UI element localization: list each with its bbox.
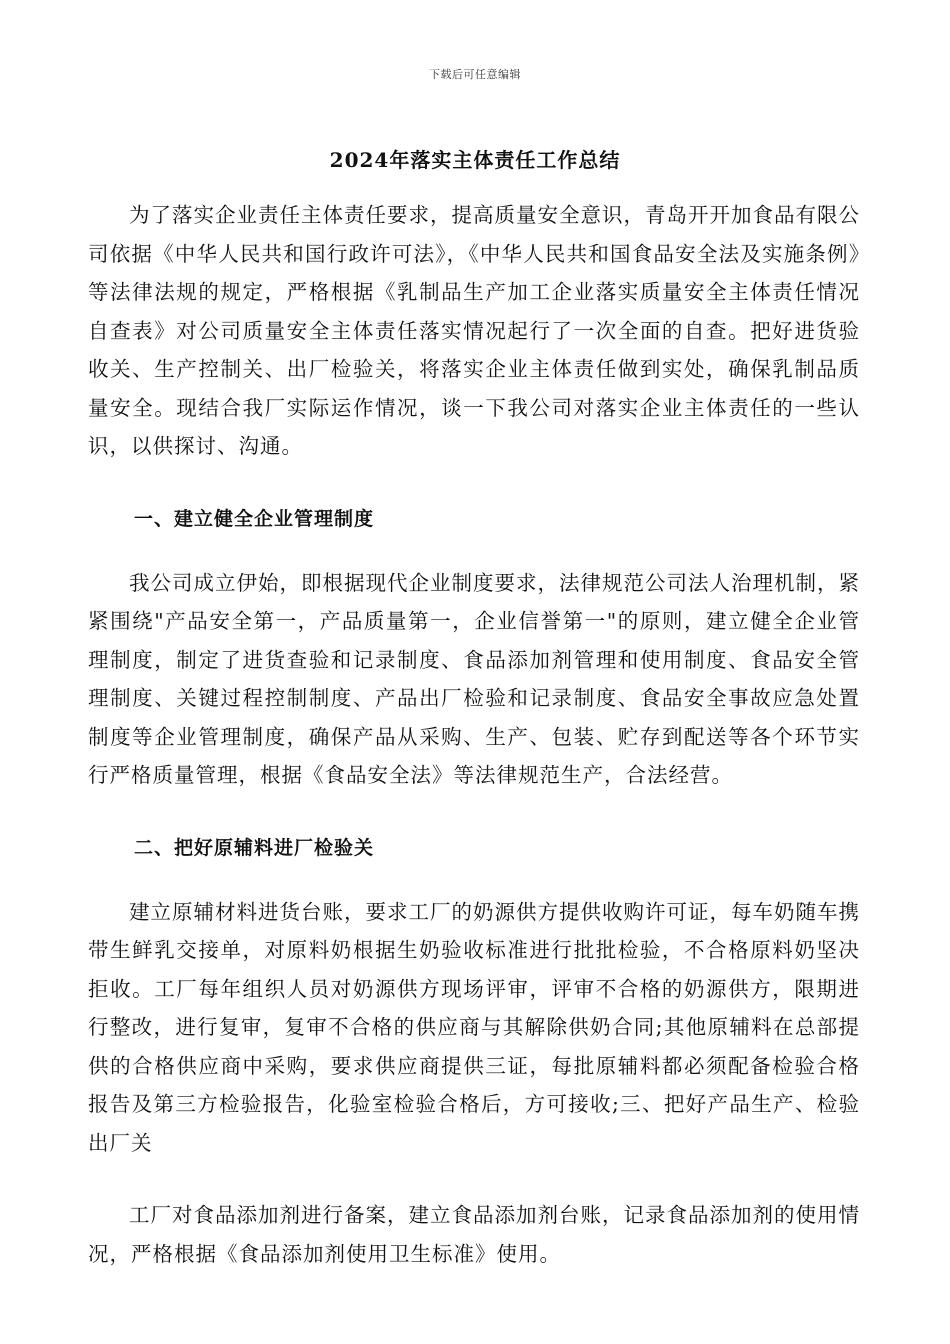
- section-3-paragraph: 工厂对食品添加剂进行备案，建立食品添加剂台账，记录食品添加剂的使用情况，严格根据《食品添加剂使用卫生标准》使用。: [88, 1203, 860, 1266]
- intro-paragraph: 为了落实企业责任主体责任要求，提高质量安全意识，青岛开开加食品有限公司依据《中华人民共和国行政许可法》，《中华人民共和国食品安全法及实施条例》等法律法规的规定，严格根据《乳制品生产加工企业落实质量安全主体责任情况自查表》对公司质量安全主体责任落实情况起行了一次全面的自查。把好进货验收关、生产控制关、出厂检验关，将落实企业主体责任做到实处，确保乳制品质量安全。现结合我厂实际运作情况，谈一下我公司对落实企业主体责任的一些认识，以供探讨、沟通。: [88, 203, 860, 458]
- header-note: 下载后可任意编辑: [429, 68, 521, 81]
- document-title: 2024年落实主体责任工作总结: [329, 148, 621, 172]
- section-heading-2: 二、把好原辅料进厂检验关: [134, 836, 375, 859]
- document-body: [88, 196, 860, 1273]
- section-1-paragraph: 我公司成立伊始，即根据现代企业制度要求，法律规范公司法人治理机制，紧紧围绕"产品安全第一，产品质量第一，企业信誉第一"的原则，建立健全企业管理制度，制定了进货查验和记录制度、食品添加剂管理和使用制度、食品安全管理制度、关键过程控制制度、产品出厂检验和记录制度、食品安全事故应急处置制度等企业管理制度，确保产品从采购、生产、包装、贮存到配送等各个环节实行严格质量管理，根据《食品安全法》等法律规范生产，合法经营。: [88, 570, 860, 787]
- section-heading-1: 一、建立健全企业管理制度: [134, 507, 375, 530]
- section-2-paragraph: 建立原辅材料进货台账，要求工厂的奶源供方提供收购许可证，每车奶随车携带生鲜乳交接单，对原料奶根据生奶验收标准进行批批检验，不合格原料奶坚决拒收。工厂每年组织人员对奶源供方现场评审，评审不合格的奶源供方，限期进行整改，进行复审，复审不合格的供应商与其解除供奶合同;其他原辅料在总部提供的合格供应商中采购，要求供应商提供三证，每批原辅料都必须配备检验合格报告及第三方检验报告，化验室检验合格后，方可接收;三、把好产品生产、检验出厂关: [88, 899, 860, 1155]
